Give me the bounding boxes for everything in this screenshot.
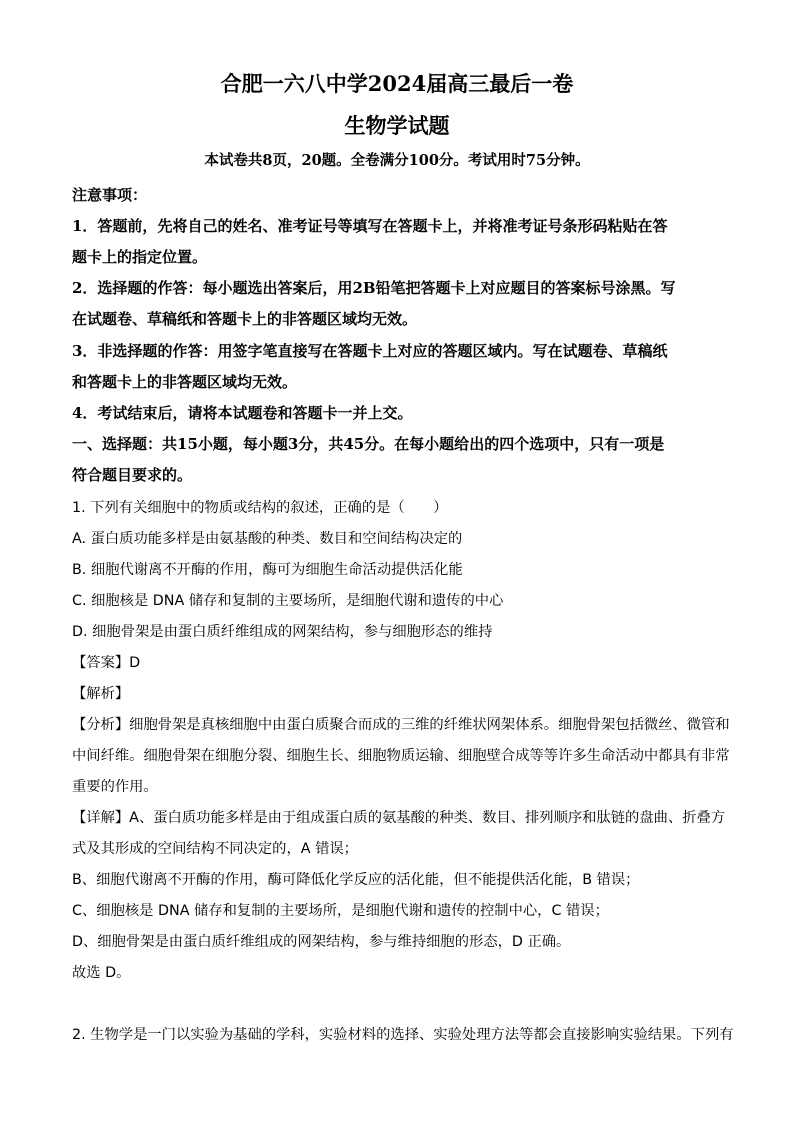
detail-line: D、细胞骨架是由蛋白质纤维组成的网架结构，参与维持细胞的形态，D 正确。 (72, 934, 571, 950)
question-1-option-a: A. 蛋白质功能多样是由氨基酸的种类、数目和空间结构决定的 (72, 531, 463, 547)
question-1-option-d: D. 细胞骨架是由蛋白质纤维组成的网架结构，参与细胞形态的维持 (72, 624, 493, 640)
notice-line: 题卡上的指定位置。 (72, 248, 208, 266)
page-title: 合肥一六八中学2024届高三最后一卷 (220, 71, 574, 96)
exam-info: 本试卷共8页，20题。全卷满分100分。考试用时75分钟。 (204, 152, 590, 169)
notice-line: 在试题卷、草稿纸和答题卡上的非答题区域均无效。 (72, 310, 418, 328)
notice-line: 和答题卡上的非答题区域均无效。 (72, 373, 298, 391)
detail-line: B、细胞代谢离不开酶的作用，酶可降低化学反应的活化能，但不能提供活化能，B 错误； (72, 872, 640, 888)
notice-line: 4．考试结束后，请将本试题卷和答题卡一并上交。 (72, 404, 413, 422)
analysis-label: 【解析】 (72, 686, 130, 702)
section-heading: 符合题目要求的。 (72, 466, 193, 484)
question-1-stem: 1. 下列有关细胞中的物质或结构的叙述，正确的是（ ） (72, 500, 448, 516)
analysis-line: 重要的作用。 (72, 779, 158, 795)
section-heading: 一、选择题：共15小题，每小题3分，共45分。在每小题给出的四个选项中，只有一项是 (72, 435, 665, 453)
analysis-line: 【分析】细胞骨架是真核细胞中由蛋白质聚合而成的三维的纤维状网架体系。细胞骨架包括微丝、微管和 (72, 717, 730, 733)
question-1-option-b: B. 细胞代谢离不开酶的作用，酶可为细胞生命活动提供活化能 (72, 562, 463, 578)
question-1-option-c: C. 细胞核是 DNA 储存和复制的主要场所，是细胞代谢和遗传的中心 (72, 593, 504, 609)
detail-line: 故选 D。 (72, 965, 131, 981)
notice-heading: 注意事项： (72, 186, 148, 204)
notice-line: 1．答题前，先将自己的姓名、准考证号等填写在答题卡上，并将准考证号条形码粘贴在答 (72, 217, 668, 235)
detail-line: C、细胞核是 DNA 储存和复制的主要场所，是细胞代谢和遗传的控制中心，C 错误； (72, 903, 609, 919)
notice-line: 3．非选择题的作答：用签字笔直接写在答题卡上对应的答题区域内。写在试题卷、草稿纸 (72, 342, 668, 360)
answer-label: 【答案】D (72, 655, 141, 671)
notice-line: 2．选择题的作答：每小题选出答案后，用2B铅笔把答题卡上对应题目的答案标号涂黑。写 (72, 279, 676, 297)
detail-line: 式及其形成的空间结构不同决定的，A 错误； (72, 841, 358, 857)
page-subtitle: 生物学试题 (344, 113, 450, 138)
question-2-stem: 2. 生物学是一门以实验为基础的学科，实验材料的选择、实验处理方法等都会直接影响实验结果。下列有 (72, 1027, 734, 1043)
analysis-line: 中间纤维。细胞骨架在细胞分裂、细胞生长、细胞物质运输、细胞壁合成等等许多生命活动中都具有非常 (72, 748, 730, 764)
detail-line: 【详解】A、蛋白质功能多样是由于组成蛋白质的氨基酸的种类、数目、排列顺序和肽链的盘曲、折叠方 (72, 810, 726, 826)
